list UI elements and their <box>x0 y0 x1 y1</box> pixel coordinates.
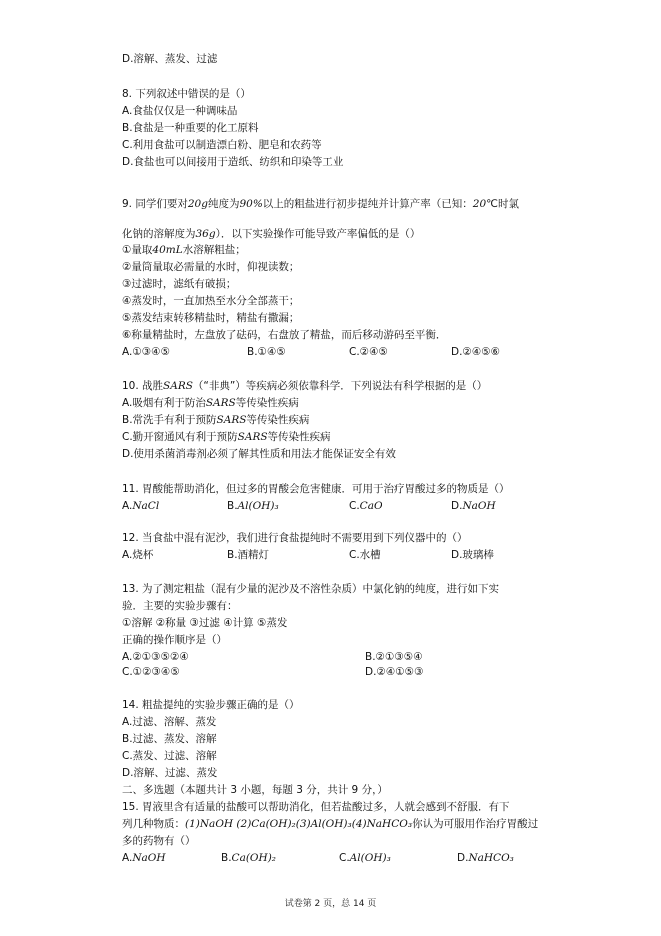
list-item <box>122 243 246 257</box>
option-c: C.②④⑤ <box>349 346 388 358</box>
option-d: D.使用杀菌消毒剂必须了解其性质和用法才能保证安全有效 <box>122 448 396 460</box>
list-item: ⑥称量精盐时，左盘放了砝码，右盘放了精盐，而后移动游码至平衡． <box>122 329 447 341</box>
question-stem-continued <box>122 817 538 831</box>
math-text: NaHCO₃ <box>468 852 514 864</box>
stem-text: 你认为可服用作治疗胃酸过 <box>412 818 539 830</box>
math-text: Ca(OH)₂ <box>231 852 277 864</box>
stem-text: 以上的粗盐进行初步提纯并计算产率（已知： <box>262 198 473 210</box>
option-prefix: C. <box>349 500 360 512</box>
list-item: ④蒸发时，一直加热至水分全部蒸干； <box>122 295 300 307</box>
question-stem: 8. 下列叙述中错误的是（） <box>122 88 251 100</box>
option-prefix: D. <box>457 852 469 864</box>
question-stem: 12. 当食盐中混有泥沙，我们进行食盐提纯时不需要用到下列仪器中的（） <box>122 532 468 544</box>
stem-text: （“非典”）等疾病必须依靠科学．下列说法有科学根据的是（） <box>192 380 488 392</box>
math-text: 36g <box>195 228 216 240</box>
stem-text: 化钠的溶解度为 <box>122 228 196 240</box>
option-d: D.溶解、过滤、蒸发 <box>122 767 218 779</box>
list-item: ②量筒量取必需量的水时，仰视读数； <box>122 261 300 273</box>
option-c: C.①②③④⑤ <box>122 666 180 678</box>
option-d: D.②④①⑤③ <box>365 666 424 678</box>
option-b <box>122 413 309 427</box>
math-text: 20 <box>472 198 487 210</box>
option-text: C.勤开窗通风有利于预防 <box>122 431 238 443</box>
option-a: A.烧杯 <box>122 549 154 561</box>
list-item: ③过滤时，滤纸有破损； <box>122 278 237 290</box>
math-text: 90% <box>239 198 263 210</box>
question-stem-continued <box>122 227 420 241</box>
stem-text: 9. 同学们要对 <box>122 198 188 210</box>
option-text: A.吸烟有利于防治 <box>122 397 206 409</box>
question-stem: 15. 胃液里含有适量的盐酸可以帮助消化，但若盐酸过多，人就会感到不舒服．有下 <box>122 801 510 813</box>
option-a: A.食盐仅仅是一种调味品 <box>122 105 238 117</box>
option-a: A.①③④⑤ <box>122 346 170 358</box>
option-b <box>227 499 279 513</box>
option-text: 等传染性疾病 <box>267 431 331 443</box>
option-a: A.过滤、溶解、蒸发 <box>122 716 217 728</box>
stem-text: ℃时氯 <box>486 198 519 210</box>
question-stem: 14. 粗盐提纯的实验步骤正确的是（） <box>122 699 300 711</box>
question-stem-continued: 多的药物有（） <box>122 835 196 847</box>
option-d: D.②④⑤⑥ <box>451 346 501 358</box>
math-text: SARS <box>216 414 247 426</box>
option-prefix: B. <box>227 500 238 512</box>
stem-text: ）．以下实验操作可能导致产率偏低的是（） <box>215 228 421 240</box>
option-c: C.水槽 <box>349 549 381 561</box>
option-b <box>221 851 276 865</box>
stem-text: 列几种物质： <box>122 818 185 830</box>
option-a <box>122 851 166 865</box>
option-b: B.过滤、蒸发、溶解 <box>122 733 217 745</box>
option-c <box>339 851 391 865</box>
option-a <box>122 396 299 410</box>
option-c <box>122 430 331 444</box>
section-heading: 二、多选题（本题共计 3 小题，每题 3 分，共计 9 分，） <box>122 784 388 796</box>
list-item: ⑤蒸发结束转移精盐时，精盐有撒漏； <box>122 312 300 324</box>
math-text: NaOH <box>132 852 166 864</box>
option-prefix: A. <box>122 500 133 512</box>
question-stem <box>122 197 519 211</box>
option-text: 等传染性疾病 <box>246 414 310 426</box>
option-prefix: A. <box>122 852 133 864</box>
math-text: CaO <box>359 500 383 512</box>
item-text: 水溶解粗盐； <box>182 244 246 256</box>
option-a <box>122 499 159 513</box>
math-text: Al(OH)₃ <box>237 500 279 512</box>
math-text: 40mL <box>152 244 183 256</box>
option-b: B.食盐是一种重要的化工原料 <box>122 122 259 134</box>
math-text: NaOH <box>462 500 496 512</box>
option-a: A.②①③⑤②④ <box>122 651 189 663</box>
math-text: 20g <box>187 198 208 210</box>
item-text: ①量取 <box>122 244 153 256</box>
question-stem <box>122 379 487 393</box>
math-text: SARS <box>205 397 236 409</box>
option-d <box>451 499 496 513</box>
option-d: D.食盐也可以间接用于造纸、纺织和印染等工业 <box>122 156 344 168</box>
option-text: D.溶解、蒸发、过滤 <box>122 53 218 65</box>
option-b: B.①④⑤ <box>247 346 286 358</box>
option-prefix: D. <box>451 500 463 512</box>
option-prefix: C. <box>339 852 350 864</box>
question-ask: 正确的操作顺序是（） <box>122 634 227 646</box>
math-text: SARS <box>163 380 193 392</box>
option-d <box>457 851 514 865</box>
stem-text: 10. 战胜 <box>122 380 164 392</box>
option-c <box>349 499 383 513</box>
math-text: Al(OH)₃ <box>349 852 391 864</box>
option-c: C.蒸发、过滤、溶解 <box>122 750 217 762</box>
page-footer: 试卷第 2 页，总 14 页 <box>284 899 377 909</box>
option-d: D.玻璃棒 <box>451 549 494 561</box>
stem-text: 纯度为 <box>207 198 240 210</box>
option-c: C.利用食盐可以制造漂白粉、肥皂和农药等 <box>122 139 322 151</box>
math-text: (1)NaOH (2)Ca(OH)₂(3)Al(OH)₃(4)NaHCO₃ <box>185 818 413 830</box>
question-stem: 13. 为了测定粗盐（混有少量的泥沙及不溶性杂质）中氯化钠的纯度，进行如下实 <box>122 583 500 595</box>
question-stem-continued: 验．主要的实验步骤有： <box>122 600 238 612</box>
math-text: NaCl <box>132 500 160 512</box>
option-text: B.常洗手有利于预防 <box>122 414 217 426</box>
option-text: 等传染性疾病 <box>235 397 299 409</box>
steps-list: ①溶解 ②称量 ③过滤 ④计算 ⑤蒸发 <box>122 617 288 629</box>
option-b: B.②①③⑤④ <box>365 651 423 663</box>
math-text: SARS <box>237 431 268 443</box>
question-stem: 11. 胃酸能帮助消化，但过多的胃酸会危害健康．可用于治疗胃酸过多的物质是（） <box>122 483 510 495</box>
option-b: B.酒精灯 <box>227 549 270 561</box>
option-prefix: B. <box>221 852 232 864</box>
